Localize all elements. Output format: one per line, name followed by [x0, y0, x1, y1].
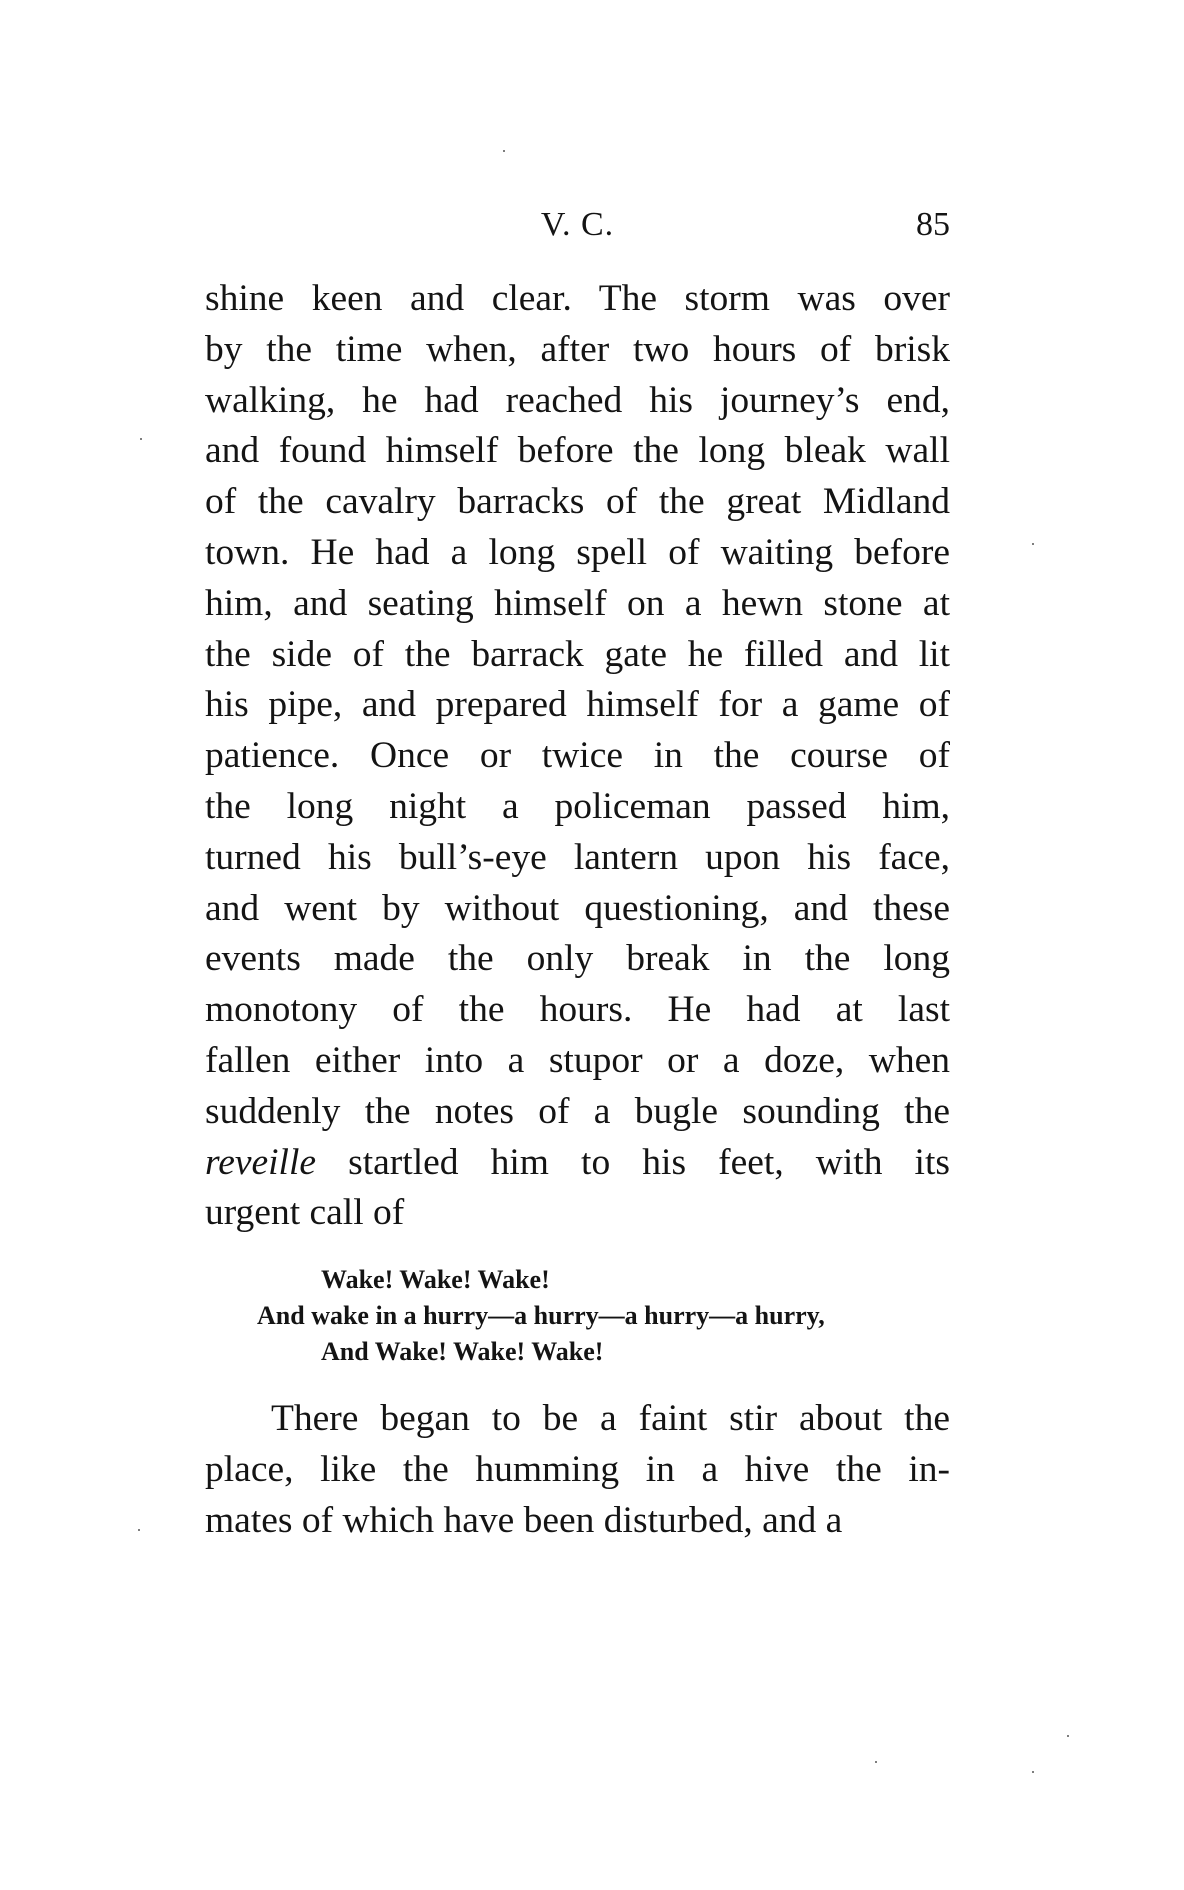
text-line: the side of the barrack gate he filled and lit [205, 633, 950, 675]
text-line: place, like the humming in a hive the in- [205, 1448, 950, 1490]
running-title: V. C. [540, 206, 615, 243]
paragraph-1 [205, 274, 950, 1239]
text-line: town. He had a long spell of waiting before [205, 531, 950, 573]
text-line: and went by without questioning, and these [205, 887, 950, 929]
text-line-with-italic [205, 1138, 950, 1189]
text-line: his pipe, and prepared himself for a game of [205, 684, 950, 726]
text-line: mates of which have been disturbed, and a [205, 1499, 843, 1541]
verse-block [205, 1262, 950, 1370]
running-head [205, 200, 950, 250]
page-number: 85 [916, 206, 950, 243]
text-line: suddenly the notes of a bugle sounding the [205, 1090, 950, 1132]
text-line: by the time when, after two hours of brisk [205, 328, 950, 370]
text-line-rest: startled him to his feet, with its [316, 1141, 950, 1183]
text-line: events made the only break in the long [205, 938, 950, 980]
paper-speck [1067, 1735, 1069, 1737]
paper-speck [138, 1529, 140, 1531]
text-line: fallen either into a stupor or a doze, when [205, 1039, 950, 1081]
verse-line: Wake! Wake! Wake! [321, 1265, 550, 1294]
paper-speck [503, 150, 505, 152]
text-line: walking, he had reached his journey’s end, [205, 379, 950, 421]
text-line: turned his bull’s-eye lantern upon his face, [205, 836, 950, 878]
text-line: shine keen and clear. The storm was over [205, 278, 950, 319]
paragraph-2 [205, 1394, 950, 1546]
text-line: of the cavalry barracks of the great Midland [205, 481, 950, 523]
paper-speck [1032, 543, 1034, 545]
paper-speck [1032, 1771, 1034, 1773]
text-line: him, and seating himself on a hewn stone at [205, 582, 950, 624]
paper-speck [140, 438, 142, 440]
text-line: and found himself before the long bleak wall [205, 430, 950, 472]
paper-speck [875, 1761, 877, 1763]
text-line: monotony of the hours. He had at last [205, 989, 950, 1031]
text-line: patience. Once or twice in the course of [205, 735, 950, 777]
text-line: There began to be a faint stir about the [271, 1398, 950, 1439]
verse-line: And wake in a hurry—a hurry—a hurry—a hurry, [257, 1301, 825, 1330]
text-line: the long night a policeman passed him, [205, 785, 950, 827]
verse-line: And Wake! Wake! Wake! [321, 1337, 604, 1366]
italic-word: reveille [205, 1141, 317, 1183]
text-line: urgent call of [205, 1192, 405, 1234]
